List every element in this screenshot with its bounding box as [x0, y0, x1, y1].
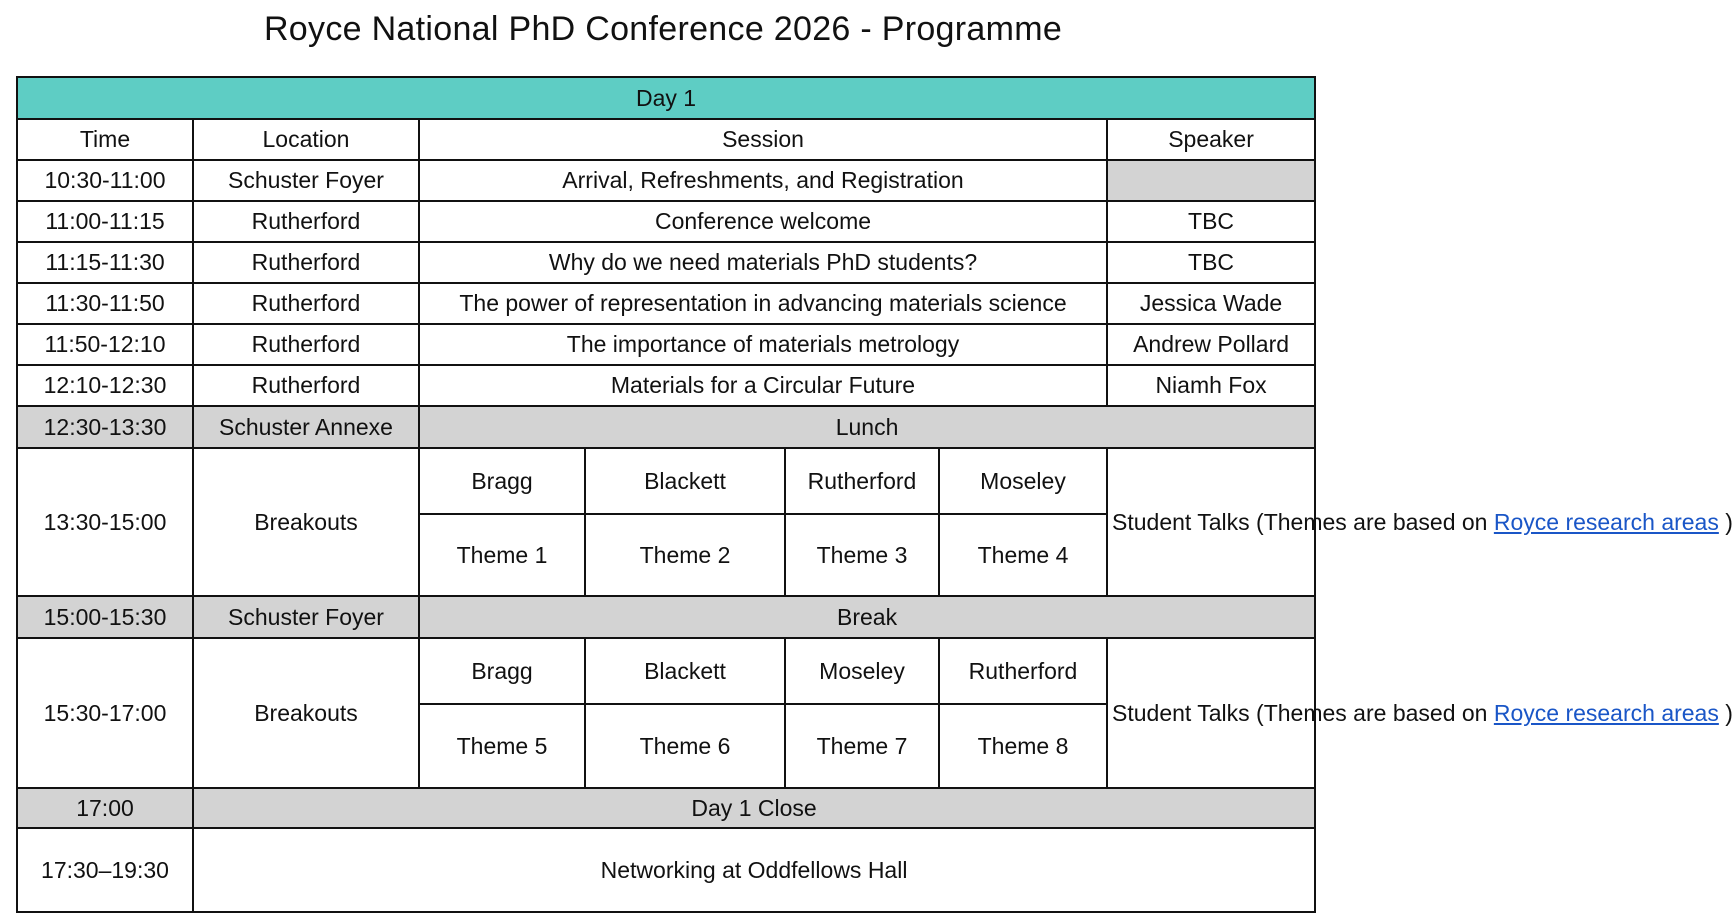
breakout-room: Blackett [585, 448, 785, 514]
day-header: Day 1 [17, 77, 1315, 119]
breakout-theme: Theme 6 [585, 704, 785, 788]
networking-row [17, 828, 1315, 912]
student-talks-note [1107, 448, 1733, 596]
breakout-rooms-row [17, 638, 1315, 704]
student-talks-suffix: ) [1718, 509, 1733, 535]
row-location: Rutherford [193, 365, 419, 406]
header-speaker: Speaker [1107, 119, 1315, 160]
breakout-room: Blackett [585, 638, 785, 704]
breakout-rooms-row [17, 448, 1315, 514]
royce-research-areas-link[interactable]: Royce research areas [1493, 700, 1719, 726]
breakout-theme: Theme 4 [939, 514, 1107, 596]
networking-time: 17:30–19:30 [17, 828, 193, 912]
table-row [17, 242, 1315, 283]
header-location: Location [193, 119, 419, 160]
row-session: The power of representation in advancing materials science [419, 283, 1107, 324]
lunch-row [17, 406, 1315, 448]
header-session: Session [419, 119, 1107, 160]
programme-table [16, 76, 1733, 913]
row-time: 10:30-11:00 [17, 160, 193, 201]
breakout-time: 15:30-17:00 [17, 638, 193, 788]
row-speaker: TBC [1107, 201, 1315, 242]
row-session: Why do we need materials PhD students? [419, 242, 1107, 283]
breakout-theme: Theme 2 [585, 514, 785, 596]
table-row [17, 201, 1315, 242]
table-row [17, 283, 1315, 324]
student-talks-suffix: ) [1718, 700, 1733, 726]
breakout-location: Breakouts [193, 638, 419, 788]
row-session: Conference welcome [419, 201, 1107, 242]
row-time: 11:30-11:50 [17, 283, 193, 324]
student-talks-note [1107, 638, 1733, 788]
break-location: Schuster Foyer [193, 596, 419, 638]
row-time: 12:10-12:30 [17, 365, 193, 406]
row-location: Rutherford [193, 201, 419, 242]
lunch-location: Schuster Annexe [193, 406, 419, 448]
row-speaker: Niamh Fox [1107, 365, 1315, 406]
lunch-label: Lunch [419, 406, 1315, 448]
breakout-theme: Theme 5 [419, 704, 585, 788]
break-time: 15:00-15:30 [17, 596, 193, 638]
header-time: Time [17, 119, 193, 160]
row-time: 11:00-11:15 [17, 201, 193, 242]
row-speaker: TBC [1107, 242, 1315, 283]
break-label: Break [419, 596, 1315, 638]
row-location: Schuster Foyer [193, 160, 419, 201]
row-location: Rutherford [193, 242, 419, 283]
networking-label: Networking at Oddfellows Hall [193, 828, 1315, 912]
close-label: Day 1 Close [193, 788, 1315, 828]
table-row [17, 160, 1315, 201]
breakout-time: 13:30-15:00 [17, 448, 193, 596]
row-time: 11:15-11:30 [17, 242, 193, 283]
student-talks-text: Student Talks (Themes are based on [1112, 700, 1494, 726]
breakout-theme: Theme 1 [419, 514, 585, 596]
breakout-room: Bragg [419, 638, 585, 704]
row-speaker: Jessica Wade [1107, 283, 1315, 324]
breakout-room: Rutherford [939, 638, 1107, 704]
column-headers [17, 119, 1315, 160]
breakout-room: Bragg [419, 448, 585, 514]
breakout-location: Breakouts [193, 448, 419, 596]
row-session: Materials for a Circular Future [419, 365, 1107, 406]
breakout-theme: Theme 3 [785, 514, 939, 596]
row-session: The importance of materials metrology [419, 324, 1107, 365]
breakout-theme: Theme 7 [785, 704, 939, 788]
row-session: Arrival, Refreshments, and Registration [419, 160, 1107, 201]
row-location: Rutherford [193, 324, 419, 365]
close-row [17, 788, 1315, 828]
row-speaker: Andrew Pollard [1107, 324, 1315, 365]
row-speaker [1107, 160, 1315, 201]
breakout-room: Moseley [785, 638, 939, 704]
break-row [17, 596, 1315, 638]
breakout-room: Moseley [939, 448, 1107, 514]
table-row [17, 365, 1315, 406]
breakout-room: Rutherford [785, 448, 939, 514]
close-time: 17:00 [17, 788, 193, 828]
lunch-time: 12:30-13:30 [17, 406, 193, 448]
breakout-theme: Theme 8 [939, 704, 1107, 788]
row-location: Rutherford [193, 283, 419, 324]
royce-research-areas-link[interactable]: Royce research areas [1493, 509, 1719, 535]
table-row [17, 324, 1315, 365]
student-talks-text: Student Talks (Themes are based on [1112, 509, 1494, 535]
row-time: 11:50-12:10 [17, 324, 193, 365]
page-title: Royce National PhD Conference 2026 - Programme [263, 10, 1063, 48]
